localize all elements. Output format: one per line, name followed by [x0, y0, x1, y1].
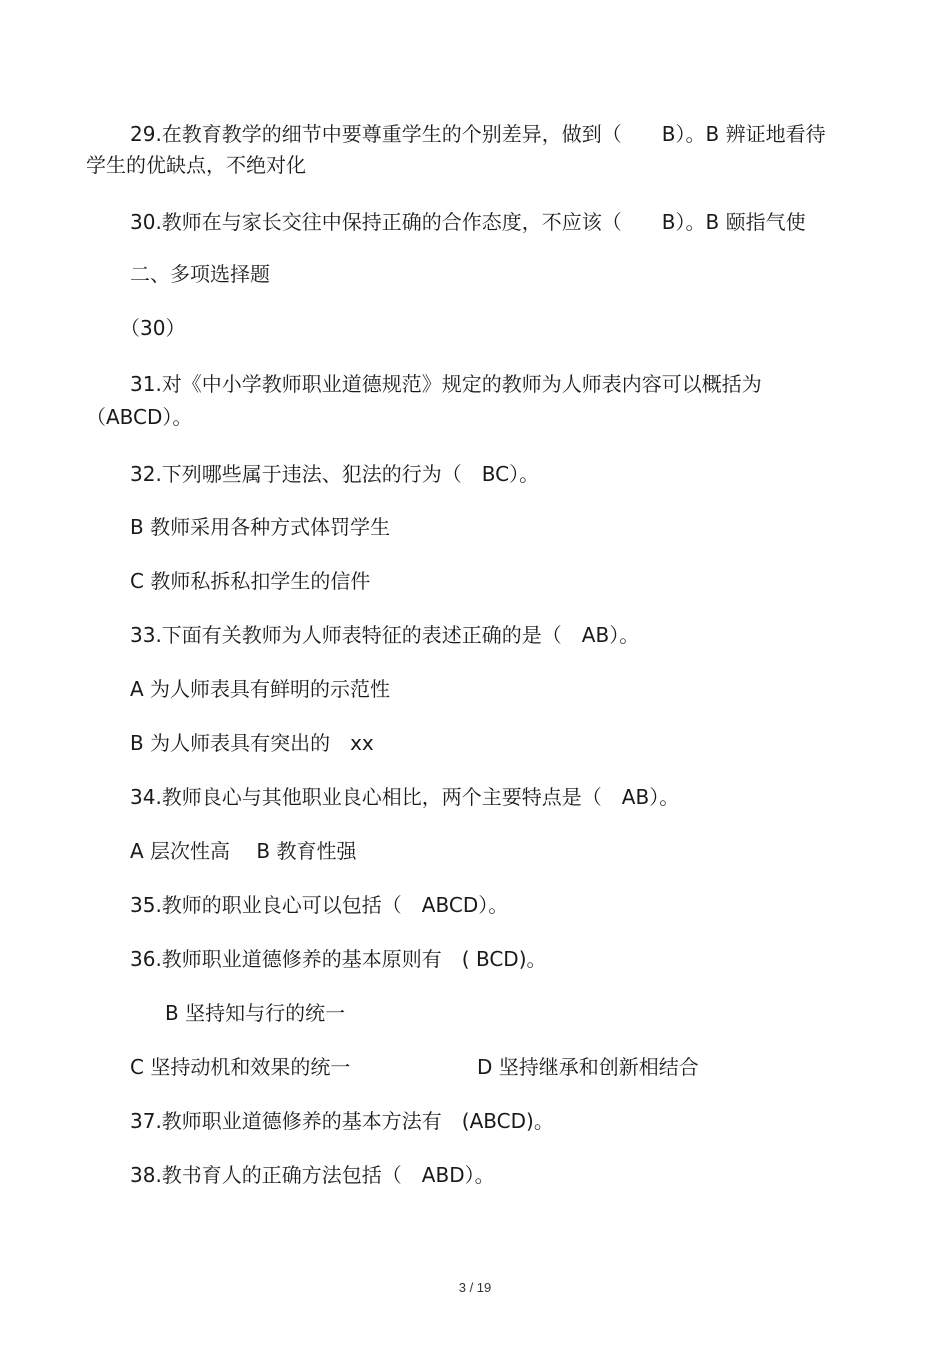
question-32-option-c: C 教师私拆私扣学生的信件	[130, 569, 371, 593]
question-32: 32.下列哪些属于违法、犯法的行为（ BC）。	[130, 462, 540, 486]
question-31-line-2: （ABCD）。	[86, 405, 193, 429]
question-35: 35.教师的职业良心可以包括（ ABCD）。	[130, 893, 509, 917]
question-38: 38.教书育人的正确方法包括（ ABD）。	[130, 1163, 495, 1187]
question-30: 30.教师在与家长交往中保持正确的合作态度，不应该（ B）。B 颐指气使	[130, 210, 806, 234]
question-32-option-b: B 教师采用各种方式体罚学生	[130, 515, 391, 539]
question-29-line-2: 学生的优缺点，不绝对化	[86, 153, 306, 177]
question-31-line-1: 31.对《中小学教师职业道德规范》规定的教师为人师表内容可以概括为	[130, 372, 762, 396]
question-36-option-b: B 坚持知与行的统一	[165, 1001, 346, 1025]
question-34-options: A 层次性高 B 教育性强	[130, 839, 357, 863]
page-number: 3 / 19	[458, 1280, 492, 1295]
section-score: （30）	[120, 316, 186, 340]
question-36-option-d: D 坚持继承和创新相结合	[477, 1055, 699, 1079]
section-heading-multiple-choice: 二、多项选择题	[130, 262, 270, 286]
question-37: 37.教师职业道德修养的基本方法有 (ABCD)。	[130, 1109, 554, 1133]
question-33: 33.下面有关教师为人师表特征的表述正确的是（ AB）。	[130, 623, 640, 647]
question-33-option-a: A 为人师表具有鲜明的示范性	[130, 677, 391, 701]
question-34: 34.教师良心与其他职业良心相比，两个主要特点是（ AB）。	[130, 785, 680, 809]
question-33-option-b: B 为人师表具有突出的 xx	[130, 731, 374, 755]
question-36-option-c: C 坚持动机和效果的统一	[130, 1055, 351, 1079]
question-36: 36.教师职业道德修养的基本原则有 ( BCD)。	[130, 947, 547, 971]
question-29-line-1: 29.在教育教学的细节中要尊重学生的个别差异，做到（ B）。B 辨证地看待	[130, 122, 826, 146]
